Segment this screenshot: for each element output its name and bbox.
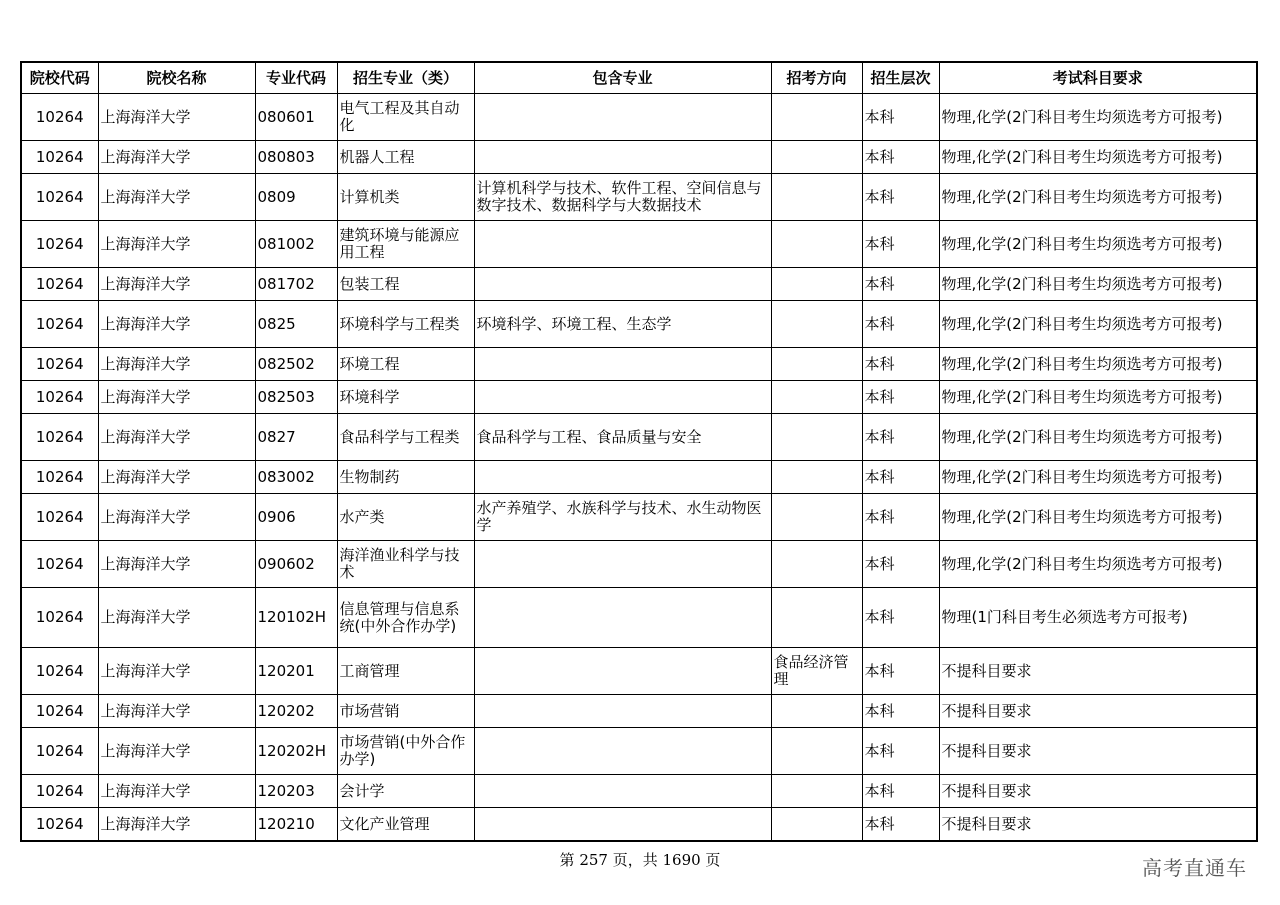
level-cell: 本科 [862,695,939,728]
school-name-cell: 上海海洋大学 [98,461,255,494]
requirement-cell: 不提科目要求 [939,728,1257,775]
school-code-cell: 10264 [21,268,98,301]
level-cell: 本科 [862,494,939,541]
table-row [21,588,1257,648]
school-code-cell: 10264 [21,728,98,775]
includes-cell [474,268,771,301]
school-name-cell: 上海海洋大学 [98,268,255,301]
includes-cell [474,348,771,381]
includes-cell [474,808,771,842]
table-row [21,348,1257,381]
school-name-cell: 上海海洋大学 [98,728,255,775]
requirement-cell: 物理,化学(2门科目考生均须选考方可报考) [939,174,1257,221]
requirement-cell: 物理,化学(2门科目考生均须选考方可报考) [939,221,1257,268]
direction-cell [771,221,862,268]
includes-cell: 环境科学、环境工程、生态学 [474,301,771,348]
header-includes: 包含专业 [474,62,771,94]
header-major-code: 专业代码 [255,62,337,94]
includes-cell [474,588,771,648]
direction-cell [771,808,862,842]
major-code-cell: 0906 [255,494,337,541]
requirement-cell: 物理,化学(2门科目考生均须选考方可报考) [939,141,1257,174]
major-cell: 信息管理与信息系统(中外合作办学) [337,588,474,648]
level-cell: 本科 [862,268,939,301]
includes-cell [474,648,771,695]
major-code-cell: 120202 [255,695,337,728]
header-level: 招生层次 [862,62,939,94]
level-cell: 本科 [862,348,939,381]
school-name-cell: 上海海洋大学 [98,808,255,842]
major-cell: 市场营销 [337,695,474,728]
requirement-cell: 物理,化学(2门科目考生均须选考方可报考) [939,94,1257,141]
table-row [21,141,1257,174]
school-name-cell: 上海海洋大学 [98,94,255,141]
school-code-cell: 10264 [21,381,98,414]
major-code-cell: 120210 [255,808,337,842]
table-row [21,461,1257,494]
level-cell: 本科 [862,94,939,141]
includes-cell [474,695,771,728]
school-name-cell: 上海海洋大学 [98,174,255,221]
requirement-cell: 物理,化学(2门科目考生均须选考方可报考) [939,494,1257,541]
major-code-cell: 082502 [255,348,337,381]
level-cell: 本科 [862,541,939,588]
header-school-name: 院校名称 [98,62,255,94]
table-row [21,221,1257,268]
requirement-cell: 物理,化学(2门科目考生均须选考方可报考) [939,541,1257,588]
requirement-cell: 物理,化学(2门科目考生均须选考方可报考) [939,461,1257,494]
table-row [21,541,1257,588]
direction-cell [771,414,862,461]
table-row [21,268,1257,301]
major-cell: 环境科学 [337,381,474,414]
includes-cell [474,141,771,174]
major-cell: 计算机类 [337,174,474,221]
page-number: 第 257 页，共 1690 页 [559,851,721,869]
includes-cell [474,381,771,414]
header-school-code: 院校代码 [21,62,98,94]
requirement-cell: 物理,化学(2门科目考生均须选考方可报考) [939,381,1257,414]
school-code-cell: 10264 [21,414,98,461]
includes-cell [474,461,771,494]
includes-cell [474,94,771,141]
includes-cell [474,221,771,268]
includes-cell: 水产养殖学、水族科学与技术、水生动物医学 [474,494,771,541]
direction-cell [771,461,862,494]
major-cell: 电气工程及其自动化 [337,94,474,141]
school-code-cell: 10264 [21,775,98,808]
header-requirement: 考试科目要求 [939,62,1257,94]
school-code-cell: 10264 [21,174,98,221]
major-cell: 机器人工程 [337,141,474,174]
direction-cell [771,381,862,414]
school-code-cell: 10264 [21,94,98,141]
table-row [21,728,1257,775]
level-cell: 本科 [862,221,939,268]
direction-cell [771,301,862,348]
major-code-cell: 0825 [255,301,337,348]
major-code-cell: 090602 [255,541,337,588]
school-code-cell: 10264 [21,221,98,268]
watermark: 高考直通车 [1142,856,1247,880]
level-cell: 本科 [862,414,939,461]
direction-cell [771,588,862,648]
table-row [21,775,1257,808]
major-cell: 会计学 [337,775,474,808]
major-cell: 海洋渔业科学与技术 [337,541,474,588]
major-cell: 水产类 [337,494,474,541]
table-row [21,174,1257,221]
major-code-cell: 120201 [255,648,337,695]
school-name-cell: 上海海洋大学 [98,541,255,588]
major-code-cell: 120203 [255,775,337,808]
major-code-cell: 083002 [255,461,337,494]
table-row [21,381,1257,414]
level-cell: 本科 [862,775,939,808]
header-direction: 招考方向 [771,62,862,94]
school-name-cell: 上海海洋大学 [98,648,255,695]
school-code-cell: 10264 [21,348,98,381]
major-cell: 市场营销(中外合作办学) [337,728,474,775]
direction-cell [771,775,862,808]
level-cell: 本科 [862,381,939,414]
requirement-cell: 不提科目要求 [939,775,1257,808]
direction-cell [771,174,862,221]
direction-cell [771,695,862,728]
direction-cell [771,494,862,541]
includes-cell [474,541,771,588]
school-name-cell: 上海海洋大学 [98,588,255,648]
school-code-cell: 10264 [21,494,98,541]
major-cell: 环境工程 [337,348,474,381]
major-code-cell: 0809 [255,174,337,221]
direction-cell [771,268,862,301]
school-name-cell: 上海海洋大学 [98,775,255,808]
school-code-cell: 10264 [21,301,98,348]
includes-cell: 食品科学与工程、食品质量与安全 [474,414,771,461]
school-code-cell: 10264 [21,141,98,174]
school-code-cell: 10264 [21,695,98,728]
header-major: 招生专业（类） [337,62,474,94]
requirement-cell: 物理(1门科目考生必须选考方可报考) [939,588,1257,648]
includes-cell [474,775,771,808]
direction-cell: 食品经济管理 [771,648,862,695]
direction-cell [771,94,862,141]
includes-cell [474,728,771,775]
includes-cell: 计算机科学与技术、软件工程、空间信息与数字技术、数据科学与大数据技术 [474,174,771,221]
level-cell: 本科 [862,174,939,221]
level-cell: 本科 [862,808,939,842]
school-name-cell: 上海海洋大学 [98,141,255,174]
school-name-cell: 上海海洋大学 [98,348,255,381]
school-code-cell: 10264 [21,588,98,648]
table-row [21,808,1257,842]
requirement-cell: 物理,化学(2门科目考生均须选考方可报考) [939,348,1257,381]
school-name-cell: 上海海洋大学 [98,381,255,414]
level-cell: 本科 [862,728,939,775]
level-cell: 本科 [862,648,939,695]
school-name-cell: 上海海洋大学 [98,414,255,461]
major-cell: 建筑环境与能源应用工程 [337,221,474,268]
major-code-cell: 080601 [255,94,337,141]
school-code-cell: 10264 [21,541,98,588]
major-cell: 工商管理 [337,648,474,695]
school-code-cell: 10264 [21,461,98,494]
table-row [21,695,1257,728]
enrollment-table [20,61,1258,842]
requirement-cell: 物理,化学(2门科目考生均须选考方可报考) [939,414,1257,461]
level-cell: 本科 [862,588,939,648]
level-cell: 本科 [862,301,939,348]
direction-cell [771,141,862,174]
requirement-cell: 不提科目要求 [939,648,1257,695]
level-cell: 本科 [862,141,939,174]
major-cell: 文化产业管理 [337,808,474,842]
major-cell: 生物制药 [337,461,474,494]
table-row [21,414,1257,461]
major-code-cell: 080803 [255,141,337,174]
major-code-cell: 120202H [255,728,337,775]
requirement-cell: 不提科目要求 [939,808,1257,842]
school-name-cell: 上海海洋大学 [98,494,255,541]
table-header-row [21,62,1257,94]
school-name-cell: 上海海洋大学 [98,221,255,268]
school-name-cell: 上海海洋大学 [98,301,255,348]
school-code-cell: 10264 [21,808,98,842]
school-code-cell: 10264 [21,648,98,695]
requirement-cell: 不提科目要求 [939,695,1257,728]
level-cell: 本科 [862,461,939,494]
direction-cell [771,348,862,381]
direction-cell [771,541,862,588]
table-row [21,648,1257,695]
school-name-cell: 上海海洋大学 [98,695,255,728]
major-cell: 食品科学与工程类 [337,414,474,461]
major-code-cell: 081702 [255,268,337,301]
requirement-cell: 物理,化学(2门科目考生均须选考方可报考) [939,301,1257,348]
major-code-cell: 120102H [255,588,337,648]
major-code-cell: 0827 [255,414,337,461]
major-code-cell: 082503 [255,381,337,414]
table-row [21,94,1257,141]
direction-cell [771,728,862,775]
major-cell: 包装工程 [337,268,474,301]
requirement-cell: 物理,化学(2门科目考生均须选考方可报考) [939,268,1257,301]
major-code-cell: 081002 [255,221,337,268]
table-row [21,494,1257,541]
table-row [21,301,1257,348]
major-cell: 环境科学与工程类 [337,301,474,348]
